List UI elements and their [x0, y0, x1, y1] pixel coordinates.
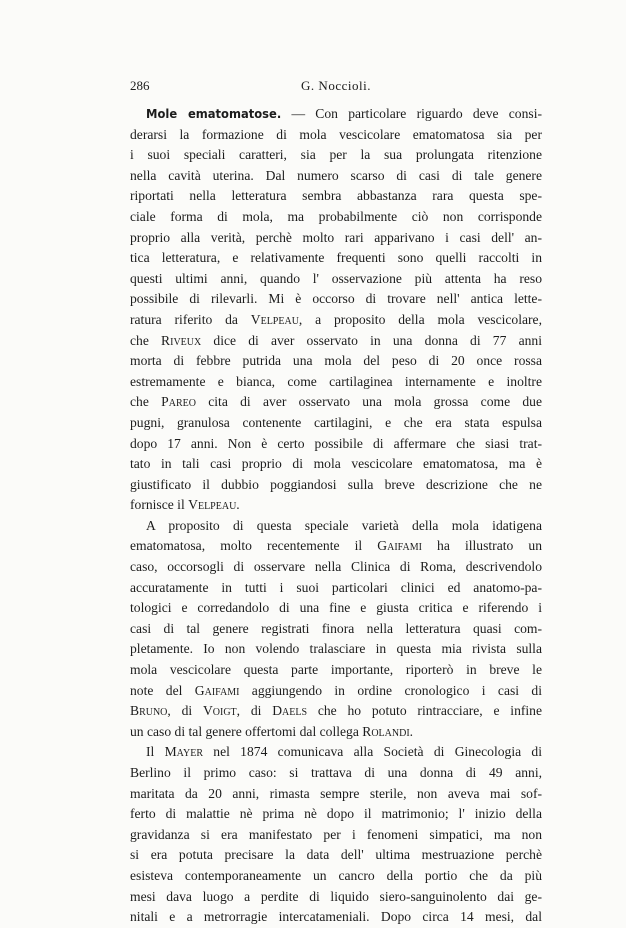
running-title: G. Noccioli. [301, 78, 371, 93]
text-line: mola vescicolare questa parte importante, riporterò in breve le [130, 662, 542, 678]
text-line: fornisce il Velpeau. [130, 497, 240, 513]
text-line: A proposito di questa speciale varietà della mola idatigena [146, 517, 542, 533]
text-line: si era potuta precisare la data dell' ultima mestruazione perchè [130, 847, 542, 863]
text-line: tica letteratura, e relativamente frequenti sono quelli raccolti in [130, 250, 542, 266]
text-line: ciale forma di mola, ma probabilmente ciò non corrisponde [130, 208, 542, 224]
page-header [130, 78, 542, 94]
text-line: giustificato il dubbio poggiandosi sulla breve descrizione che ne [130, 476, 542, 492]
text-line: Il Mayer nel 1874 comunicava alla Società di Ginecologia di [146, 744, 542, 760]
text-line: tologici e corredandolo di una fine e giusta critica e riferendo i [130, 600, 542, 616]
paragraph [130, 516, 542, 743]
text-line: estremamente e bianca, come cartilaginea internamente e inoltre [130, 373, 542, 389]
text-line: mesi dava luogo a perdite di liquido siero-sanguinolento dai ge- [130, 888, 542, 904]
text-line: che Riveux dice di aver osservato in una donna di 77 anni [130, 332, 542, 348]
text-line: tato in tali casi proprio di mola vescicolare ematomatosa, ma è [130, 456, 542, 472]
text-line: i suoi speciali caratteri, sia per la sua prolungata ritenzione [130, 147, 542, 163]
text-line: questi ultimi anni, quando l' osservazione più attenta ha reso [130, 270, 542, 286]
text-line: Bruno, di Voigt, di Daels che ho potuto rintracciare, e infine [130, 703, 543, 719]
text-line: Berlino il primo caso: si trattava di una donna di 49 anni, [130, 765, 542, 780]
text-line: gravidanza si era manifestato per i fenomeni simpatici, ma non [130, 826, 542, 842]
page-number: 286 [130, 78, 150, 93]
text-line: nitali e a metrorragie intercatameniali. Dopo circa 14 mesi, dal [130, 909, 542, 925]
text-line: maritata da 20 anni, rimasta sempre sterile, non aveva mai sof- [130, 785, 542, 801]
text-line: casi di tal genere registrati finora nella letteratura quasi com- [130, 620, 542, 636]
text-line: possibile di rilevarli. Mi è occorso di trovare nell' antica lette- [130, 291, 542, 307]
text-line: proprio alla verità, perchè molto rari apparivano i casi dell' an- [130, 229, 542, 245]
paragraph [130, 104, 542, 516]
text-line: accuratamente in tutti i suoi particolari clinici ed anatomo-pa- [130, 579, 542, 595]
text-line: note del Gaifami aggiungendo in ordine cronologico i casi di [130, 682, 542, 698]
text-line: pletamente. Io non volendo tralasciare in questa mia rivista sulla [130, 641, 542, 657]
text-line: nella cavità uterina. Dal numero scarso di casi di tale genere [130, 167, 542, 183]
text-line: caso, occorsogli di osservare nella Clinica di Roma, descrivendolo [130, 559, 542, 575]
text-line: ferto di malattie nè prima nè dopo il matrimonio; l' inizio della [130, 806, 542, 822]
text-line: morta di febbre putrida una mola del peso di 20 once rossa [130, 353, 542, 369]
text-line: un caso di tal genere offertomi dal collega Rolandi. [130, 723, 414, 739]
text-line: esisteva contemporaneamente un cancro della portio che da più [130, 867, 542, 883]
text-line: che Pareo cita di aver osservato una mola grossa come due [130, 394, 543, 410]
text-line: riportati nella letteratura sembra abbastanza rara questa spe- [130, 188, 542, 204]
text-line: ratura riferito da Velpeau, a proposito della mola vescicolare, [130, 311, 542, 327]
text-line: ematomatosa, molto recentemente il Gaifami ha illustrato un [130, 538, 542, 554]
text-line: dopo 17 anni. Non è certo possibile di affermare che siasi trat- [130, 435, 542, 451]
section-heading: Mole ematomatose. [146, 107, 282, 122]
text-line: pugni, granulosa contenente cartilagini, e che era stata espulsa [130, 414, 542, 430]
text-line: Mole ematomatose. — Con particolare riguardo deve consi- [146, 106, 542, 122]
text-line: derarsi la formazione di mola vescicolare ematomatosa sia per [130, 126, 542, 142]
text-body [130, 104, 542, 928]
